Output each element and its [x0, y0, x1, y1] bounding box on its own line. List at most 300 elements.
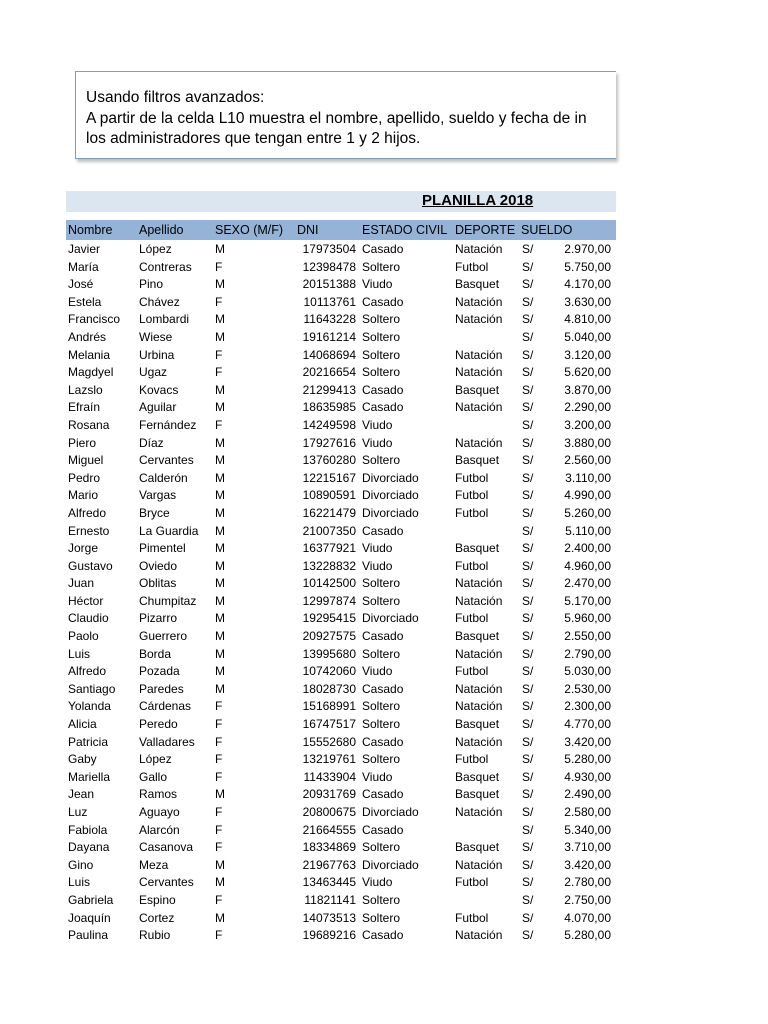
cell-currency: S/ [522, 435, 534, 450]
cell-currency: S/ [522, 681, 534, 696]
table-row [0, 487, 768, 505]
cell-apellido: Ugaz [139, 365, 168, 380]
cell-nombre: Jorge [68, 541, 99, 556]
title-bar [66, 191, 616, 212]
cell-sueldo: 2.750,00 [564, 892, 611, 907]
cell-estado-civil: Casado [362, 629, 404, 644]
cell-apellido: Casanova [139, 840, 194, 855]
cell-sexo: F [215, 840, 223, 855]
cell-currency: S/ [522, 453, 534, 468]
cell-sueldo: 4.990,00 [564, 488, 611, 503]
cell-sexo: F [215, 822, 223, 837]
cell-currency: S/ [522, 523, 534, 538]
cell-sexo: M [215, 312, 225, 327]
cell-nombre: Luis [68, 875, 91, 890]
table-row [0, 910, 768, 928]
cell-nombre: Javier [68, 242, 101, 256]
cell-currency: S/ [522, 505, 534, 520]
cell-apellido: Pimentel [139, 541, 186, 556]
cell-estado-civil: Soltero [362, 453, 401, 468]
cell-dni: 10113761 [303, 294, 356, 309]
cell-estado-civil: Viudo [362, 435, 393, 450]
cell-sexo: M [215, 611, 225, 626]
cell-currency: S/ [522, 822, 534, 837]
table-row [0, 523, 768, 541]
cell-sueldo: 4.070,00 [564, 910, 611, 925]
cell-apellido: Pino [139, 277, 164, 292]
cell-deporte: Natación [455, 347, 503, 362]
cell-sexo: F [215, 365, 223, 380]
table-row [0, 259, 768, 277]
cell-sexo: F [215, 752, 223, 767]
cell-currency: S/ [522, 294, 534, 309]
cell-sexo: M [215, 488, 225, 503]
cell-apellido: Oviedo [139, 558, 178, 573]
cell-estado-civil: Casado [362, 787, 404, 802]
cell-dni: 20800675 [302, 805, 356, 819]
cell-apellido: Bryce [139, 505, 170, 520]
cell-dni: 13228832 [302, 558, 356, 573]
cell-apellido: Cervantes [139, 875, 194, 890]
cell-sueldo: 5.170,00 [564, 593, 611, 608]
cell-currency: S/ [522, 611, 534, 626]
cell-nombre: Efraín [68, 400, 101, 415]
table-row [0, 540, 768, 558]
cell-estado-civil: Soltero [362, 910, 401, 925]
cell-dni: 11821141 [304, 892, 356, 907]
table-row [0, 751, 768, 769]
cell-sueldo: 3.710,00 [564, 840, 611, 855]
table-row [0, 470, 768, 488]
cell-nombre: Héctor [68, 593, 104, 608]
cell-nombre: Luz [68, 805, 88, 819]
cell-currency: S/ [522, 329, 534, 344]
cell-sueldo: 5.280,00 [564, 752, 611, 767]
cell-apellido: La Guardia [139, 523, 199, 538]
header-estado-civil: ESTADO CIVIL [362, 223, 448, 237]
cell-dni: 16747517 [302, 717, 356, 732]
cell-nombre: Dayana [68, 840, 110, 855]
cell-dni: 18028730 [302, 681, 356, 696]
cell-sexo: M [215, 857, 225, 872]
cell-dni: 17927616 [302, 435, 356, 450]
cell-sueldo: 3.200,00 [564, 417, 611, 432]
instructions-text: Usando filtros avanzados: A partir de la celda L10 muestra el nombre, apellido, sueldo y fecha de in los administradores que tengan entre 1 y 2 hijos. [86, 89, 587, 147]
cell-sueldo: 5.340,00 [564, 822, 611, 837]
cell-nombre: Juan [68, 576, 95, 591]
cell-nombre: Joaquín [68, 910, 111, 925]
table-row [0, 452, 768, 470]
cell-nombre: Alfredo [68, 505, 107, 520]
cell-sueldo: 3.420,00 [564, 857, 611, 872]
table-row [0, 505, 768, 523]
cell-apellido: Contreras [139, 259, 192, 274]
cell-estado-civil: Soltero [362, 347, 401, 362]
cell-deporte: Natación [455, 593, 503, 608]
cell-nombre: Melania [68, 347, 111, 362]
cell-sexo: M [215, 453, 225, 468]
cell-currency: S/ [522, 242, 534, 256]
header-sueldo: SUELDO [521, 223, 573, 237]
cell-estado-civil: Divorciado [362, 488, 419, 503]
cell-nombre: Magdyel [68, 365, 114, 380]
cell-estado-civil: Viudo [362, 417, 393, 432]
cell-dni: 21967763 [302, 857, 356, 872]
cell-currency: S/ [522, 417, 534, 432]
cell-deporte: Basquet [455, 840, 500, 855]
table-body [0, 241, 768, 945]
cell-deporte: Basquet [455, 382, 500, 397]
table-row [0, 294, 768, 312]
cell-dni: 21007350 [302, 523, 356, 538]
cell-currency: S/ [522, 699, 534, 714]
table-row [0, 382, 768, 400]
cell-apellido: Rubio [139, 928, 171, 943]
cell-deporte: Natación [455, 681, 503, 696]
cell-nombre: Gustavo [68, 558, 113, 573]
cell-dni: 10142500 [302, 576, 356, 591]
cell-currency: S/ [522, 646, 534, 661]
cell-dni: 14249598 [302, 417, 356, 432]
table-row [0, 329, 768, 347]
cell-nombre: Pedro [68, 470, 101, 485]
table-row [0, 311, 768, 329]
cell-sexo: M [215, 681, 225, 696]
cell-nombre: Ernesto [68, 523, 110, 538]
cell-deporte: Futbol [455, 910, 489, 925]
cell-deporte: Natación [455, 734, 503, 749]
cell-currency: S/ [522, 664, 534, 679]
cell-currency: S/ [522, 277, 534, 292]
cell-deporte: Futbol [455, 470, 489, 485]
cell-sueldo: 3.420,00 [564, 734, 611, 749]
cell-estado-civil: Soltero [362, 312, 401, 327]
cell-nombre: José [68, 277, 94, 292]
cell-deporte: Basquet [455, 787, 500, 802]
cell-deporte: Futbol [455, 664, 489, 679]
cell-sexo: F [215, 892, 223, 907]
cell-sueldo: 2.490,00 [564, 787, 611, 802]
cell-estado-civil: Viudo [362, 664, 393, 679]
cell-sexo: M [215, 787, 225, 802]
cell-estado-civil: Divorciado [362, 470, 419, 485]
cell-estado-civil: Soltero [362, 892, 401, 907]
cell-estado-civil: Viudo [362, 558, 393, 573]
cell-estado-civil: Divorciado [362, 805, 419, 819]
cell-sueldo: 3.880,00 [564, 435, 611, 450]
cell-sueldo: 4.960,00 [564, 558, 611, 573]
cell-deporte: Futbol [455, 558, 489, 573]
cell-apellido: Vargas [139, 488, 177, 503]
table-row [0, 276, 768, 294]
cell-sexo: M [215, 523, 225, 538]
table-row [0, 804, 768, 822]
cell-nombre: Mariella [68, 769, 111, 784]
cell-sueldo: 5.280,00 [564, 928, 611, 943]
table-row [0, 769, 768, 787]
cell-apellido: Urbina [139, 347, 175, 362]
cell-sueldo: 5.960,00 [564, 611, 611, 626]
cell-deporte: Natación [455, 242, 503, 256]
cell-deporte: Futbol [455, 488, 489, 503]
table-row [0, 435, 768, 453]
cell-sueldo: 2.780,00 [564, 875, 611, 890]
cell-sueldo: 5.030,00 [564, 664, 611, 679]
cell-dni: 11643228 [303, 312, 356, 327]
table-row [0, 857, 768, 875]
cell-estado-civil: Casado [362, 294, 404, 309]
cell-dni: 13760280 [302, 453, 356, 468]
cell-dni: 21299413 [302, 382, 356, 397]
cell-nombre: Luis [68, 646, 91, 661]
cell-deporte: Futbol [455, 611, 489, 626]
cell-currency: S/ [522, 470, 534, 485]
table-row [0, 839, 768, 857]
cell-apellido: Aguayo [139, 805, 180, 819]
table-row [0, 734, 768, 752]
cell-apellido: López [139, 752, 172, 767]
table-row [0, 610, 768, 628]
cell-currency: S/ [522, 787, 534, 802]
cell-estado-civil: Soltero [362, 646, 401, 661]
cell-deporte: Natación [455, 576, 503, 591]
header-dni: DNI [297, 223, 319, 237]
cell-estado-civil: Divorciado [362, 611, 419, 626]
cell-sexo: M [215, 435, 225, 450]
cell-dni: 19295415 [302, 611, 356, 626]
cell-deporte: Natación [455, 646, 503, 661]
cell-dni: 11433904 [303, 769, 356, 784]
cell-currency: S/ [522, 488, 534, 503]
cell-sexo: M [215, 242, 225, 256]
cell-dni: 10742060 [302, 664, 356, 679]
cell-estado-civil: Casado [362, 734, 404, 749]
cell-estado-civil: Casado [362, 242, 404, 256]
table-row [0, 716, 768, 734]
cell-estado-civil: Soltero [362, 365, 401, 380]
cell-dni: 21664555 [302, 822, 356, 837]
cell-currency: S/ [522, 593, 534, 608]
cell-nombre: Jean [68, 787, 95, 802]
cell-apellido: Chávez [139, 294, 180, 309]
cell-estado-civil: Casado [362, 822, 404, 837]
cell-apellido: Wiese [139, 329, 173, 344]
header-nombre: Nombre [68, 223, 113, 237]
table-row [0, 628, 768, 646]
cell-currency: S/ [522, 558, 534, 573]
cell-apellido: Gallo [139, 769, 168, 784]
header-sexo: SEXO (M/F) [215, 223, 284, 237]
cell-dni: 13463445 [302, 875, 356, 890]
cell-apellido: Calderón [139, 470, 188, 485]
cell-estado-civil: Casado [362, 400, 404, 415]
cell-estado-civil: Divorciado [362, 857, 419, 872]
cell-sexo: M [215, 541, 225, 556]
cell-nombre: Patricia [68, 734, 109, 749]
cell-sueldo: 5.620,00 [564, 365, 611, 380]
cell-estado-civil: Casado [362, 382, 404, 397]
cell-dni: 20927575 [302, 629, 356, 644]
cell-estado-civil: Soltero [362, 576, 401, 591]
table-title: PLANILLA 2018 [422, 192, 534, 209]
cell-currency: S/ [522, 734, 534, 749]
table-row [0, 558, 768, 576]
cell-deporte: Natación [455, 928, 503, 943]
cell-deporte: Natación [455, 294, 503, 309]
cell-currency: S/ [522, 840, 534, 855]
cell-sueldo: 3.120,00 [564, 347, 611, 362]
cell-nombre: Alicia [68, 717, 97, 732]
cell-sueldo: 2.580,00 [564, 805, 611, 819]
cell-sexo: F [215, 259, 223, 274]
cell-sueldo: 5.040,00 [564, 329, 611, 344]
cell-apellido: Espino [139, 892, 176, 907]
cell-sexo: F [215, 347, 223, 362]
cell-sueldo: 2.550,00 [564, 629, 611, 644]
cell-nombre: Piero [68, 435, 97, 450]
table-row [0, 786, 768, 804]
cell-nombre: Rosana [68, 417, 110, 432]
cell-sexo: F [215, 717, 223, 732]
cell-dni: 20151388 [302, 277, 356, 292]
cell-deporte: Natación [455, 312, 503, 327]
cell-apellido: Guerrero [139, 629, 188, 644]
cell-dni: 13219761 [302, 752, 356, 767]
cell-deporte: Natación [455, 435, 503, 450]
cell-deporte: Basquet [455, 541, 500, 556]
cell-apellido: Aguilar [139, 400, 177, 415]
cell-deporte: Futbol [455, 259, 489, 274]
cell-sexo: M [215, 400, 225, 415]
cell-sexo: M [215, 593, 225, 608]
cell-currency: S/ [522, 576, 534, 591]
cell-estado-civil: Divorciado [362, 505, 419, 520]
cell-dni: 16377921 [302, 541, 356, 556]
cell-sexo: M [215, 875, 225, 890]
cell-dni: 14073513 [302, 910, 356, 925]
cell-nombre: Alfredo [68, 664, 107, 679]
cell-dni: 14068694 [302, 347, 356, 362]
cell-sueldo: 2.530,00 [564, 681, 611, 696]
cell-sueldo: 2.400,00 [564, 541, 611, 556]
table-row [0, 927, 768, 945]
cell-apellido: Valladares [139, 734, 195, 749]
cell-deporte: Basquet [455, 717, 500, 732]
cell-apellido: Peredo [139, 717, 178, 732]
table-row [0, 822, 768, 840]
cell-currency: S/ [522, 752, 534, 767]
cell-deporte: Futbol [455, 752, 489, 767]
cell-sueldo: 3.110,00 [565, 470, 611, 485]
cell-deporte: Natación [455, 400, 503, 415]
cell-deporte: Basquet [455, 769, 500, 784]
cell-currency: S/ [522, 805, 534, 819]
table-row [0, 874, 768, 892]
cell-sueldo: 4.810,00 [564, 312, 611, 327]
cell-nombre: Fabiola [68, 822, 108, 837]
cell-nombre: Gino [68, 857, 94, 872]
header-apellido: Apellido [139, 223, 184, 237]
cell-dni: 16221479 [302, 505, 356, 520]
cell-nombre: Lazslo [68, 382, 103, 397]
table-row [0, 593, 768, 611]
cell-deporte: Natación [455, 365, 503, 380]
cell-dni: 20931769 [302, 787, 356, 802]
cell-estado-civil: Viudo [362, 769, 393, 784]
cell-sexo: F [215, 699, 223, 714]
cell-sexo: M [215, 382, 225, 397]
table-row [0, 417, 768, 435]
cell-nombre: María [68, 259, 99, 274]
cell-currency: S/ [522, 382, 534, 397]
table-row [0, 399, 768, 417]
table-row [0, 364, 768, 382]
cell-dni: 15168991 [302, 699, 356, 714]
cell-sexo: F [215, 805, 223, 819]
cell-nombre: Gabriela [68, 892, 114, 907]
cell-currency: S/ [522, 365, 534, 380]
cell-apellido: Alarcón [139, 822, 180, 837]
cell-estado-civil: Soltero [362, 593, 401, 608]
cell-sueldo: 4.770,00 [564, 717, 611, 732]
cell-dni: 20216654 [302, 365, 356, 380]
cell-currency: S/ [522, 400, 534, 415]
cell-dni: 12997874 [302, 593, 356, 608]
cell-sexo: M [215, 277, 225, 292]
cell-estado-civil: Casado [362, 928, 404, 943]
cell-estado-civil: Viudo [362, 277, 393, 292]
cell-currency: S/ [522, 717, 534, 732]
cell-apellido: Chumpitaz [139, 593, 197, 608]
cell-sexo: M [215, 629, 225, 644]
cell-estado-civil: Viudo [362, 875, 393, 890]
cell-currency: S/ [522, 312, 534, 327]
cell-apellido: Oblitas [139, 576, 177, 591]
cell-sexo: M [215, 646, 225, 661]
cell-sueldo: 2.560,00 [564, 453, 611, 468]
cell-estado-civil: Soltero [362, 717, 401, 732]
cell-dni: 19161214 [302, 329, 356, 344]
cell-sueldo: 5.110,00 [565, 523, 611, 538]
cell-dni: 12215167 [302, 470, 356, 485]
cell-nombre: Yolanda [68, 699, 111, 714]
cell-apellido: Díaz [139, 435, 164, 450]
cell-dni: 12398478 [302, 259, 356, 274]
cell-dni: 10890591 [302, 488, 356, 503]
cell-apellido: Paredes [139, 681, 184, 696]
cell-currency: S/ [522, 259, 534, 274]
header-deporte: DEPORTE [455, 223, 516, 237]
cell-estado-civil: Casado [362, 681, 404, 696]
cell-sexo: F [215, 294, 223, 309]
cell-sueldo: 3.870,00 [564, 382, 611, 397]
table-row [0, 892, 768, 910]
cell-sexo: M [215, 664, 225, 679]
cell-sexo: M [215, 329, 225, 344]
cell-dni: 15552680 [302, 734, 356, 749]
cell-apellido: Lombardi [139, 312, 190, 327]
cell-currency: S/ [522, 910, 534, 925]
cell-nombre: Andrés [68, 329, 107, 344]
cell-estado-civil: Viudo [362, 541, 393, 556]
table-row [0, 698, 768, 716]
cell-nombre: Estela [68, 294, 102, 309]
cell-sueldo: 2.300,00 [564, 699, 611, 714]
cell-apellido: Cárdenas [139, 699, 192, 714]
cell-estado-civil: Soltero [362, 840, 401, 855]
table-row [0, 646, 768, 664]
cell-nombre: Claudio [68, 611, 109, 626]
